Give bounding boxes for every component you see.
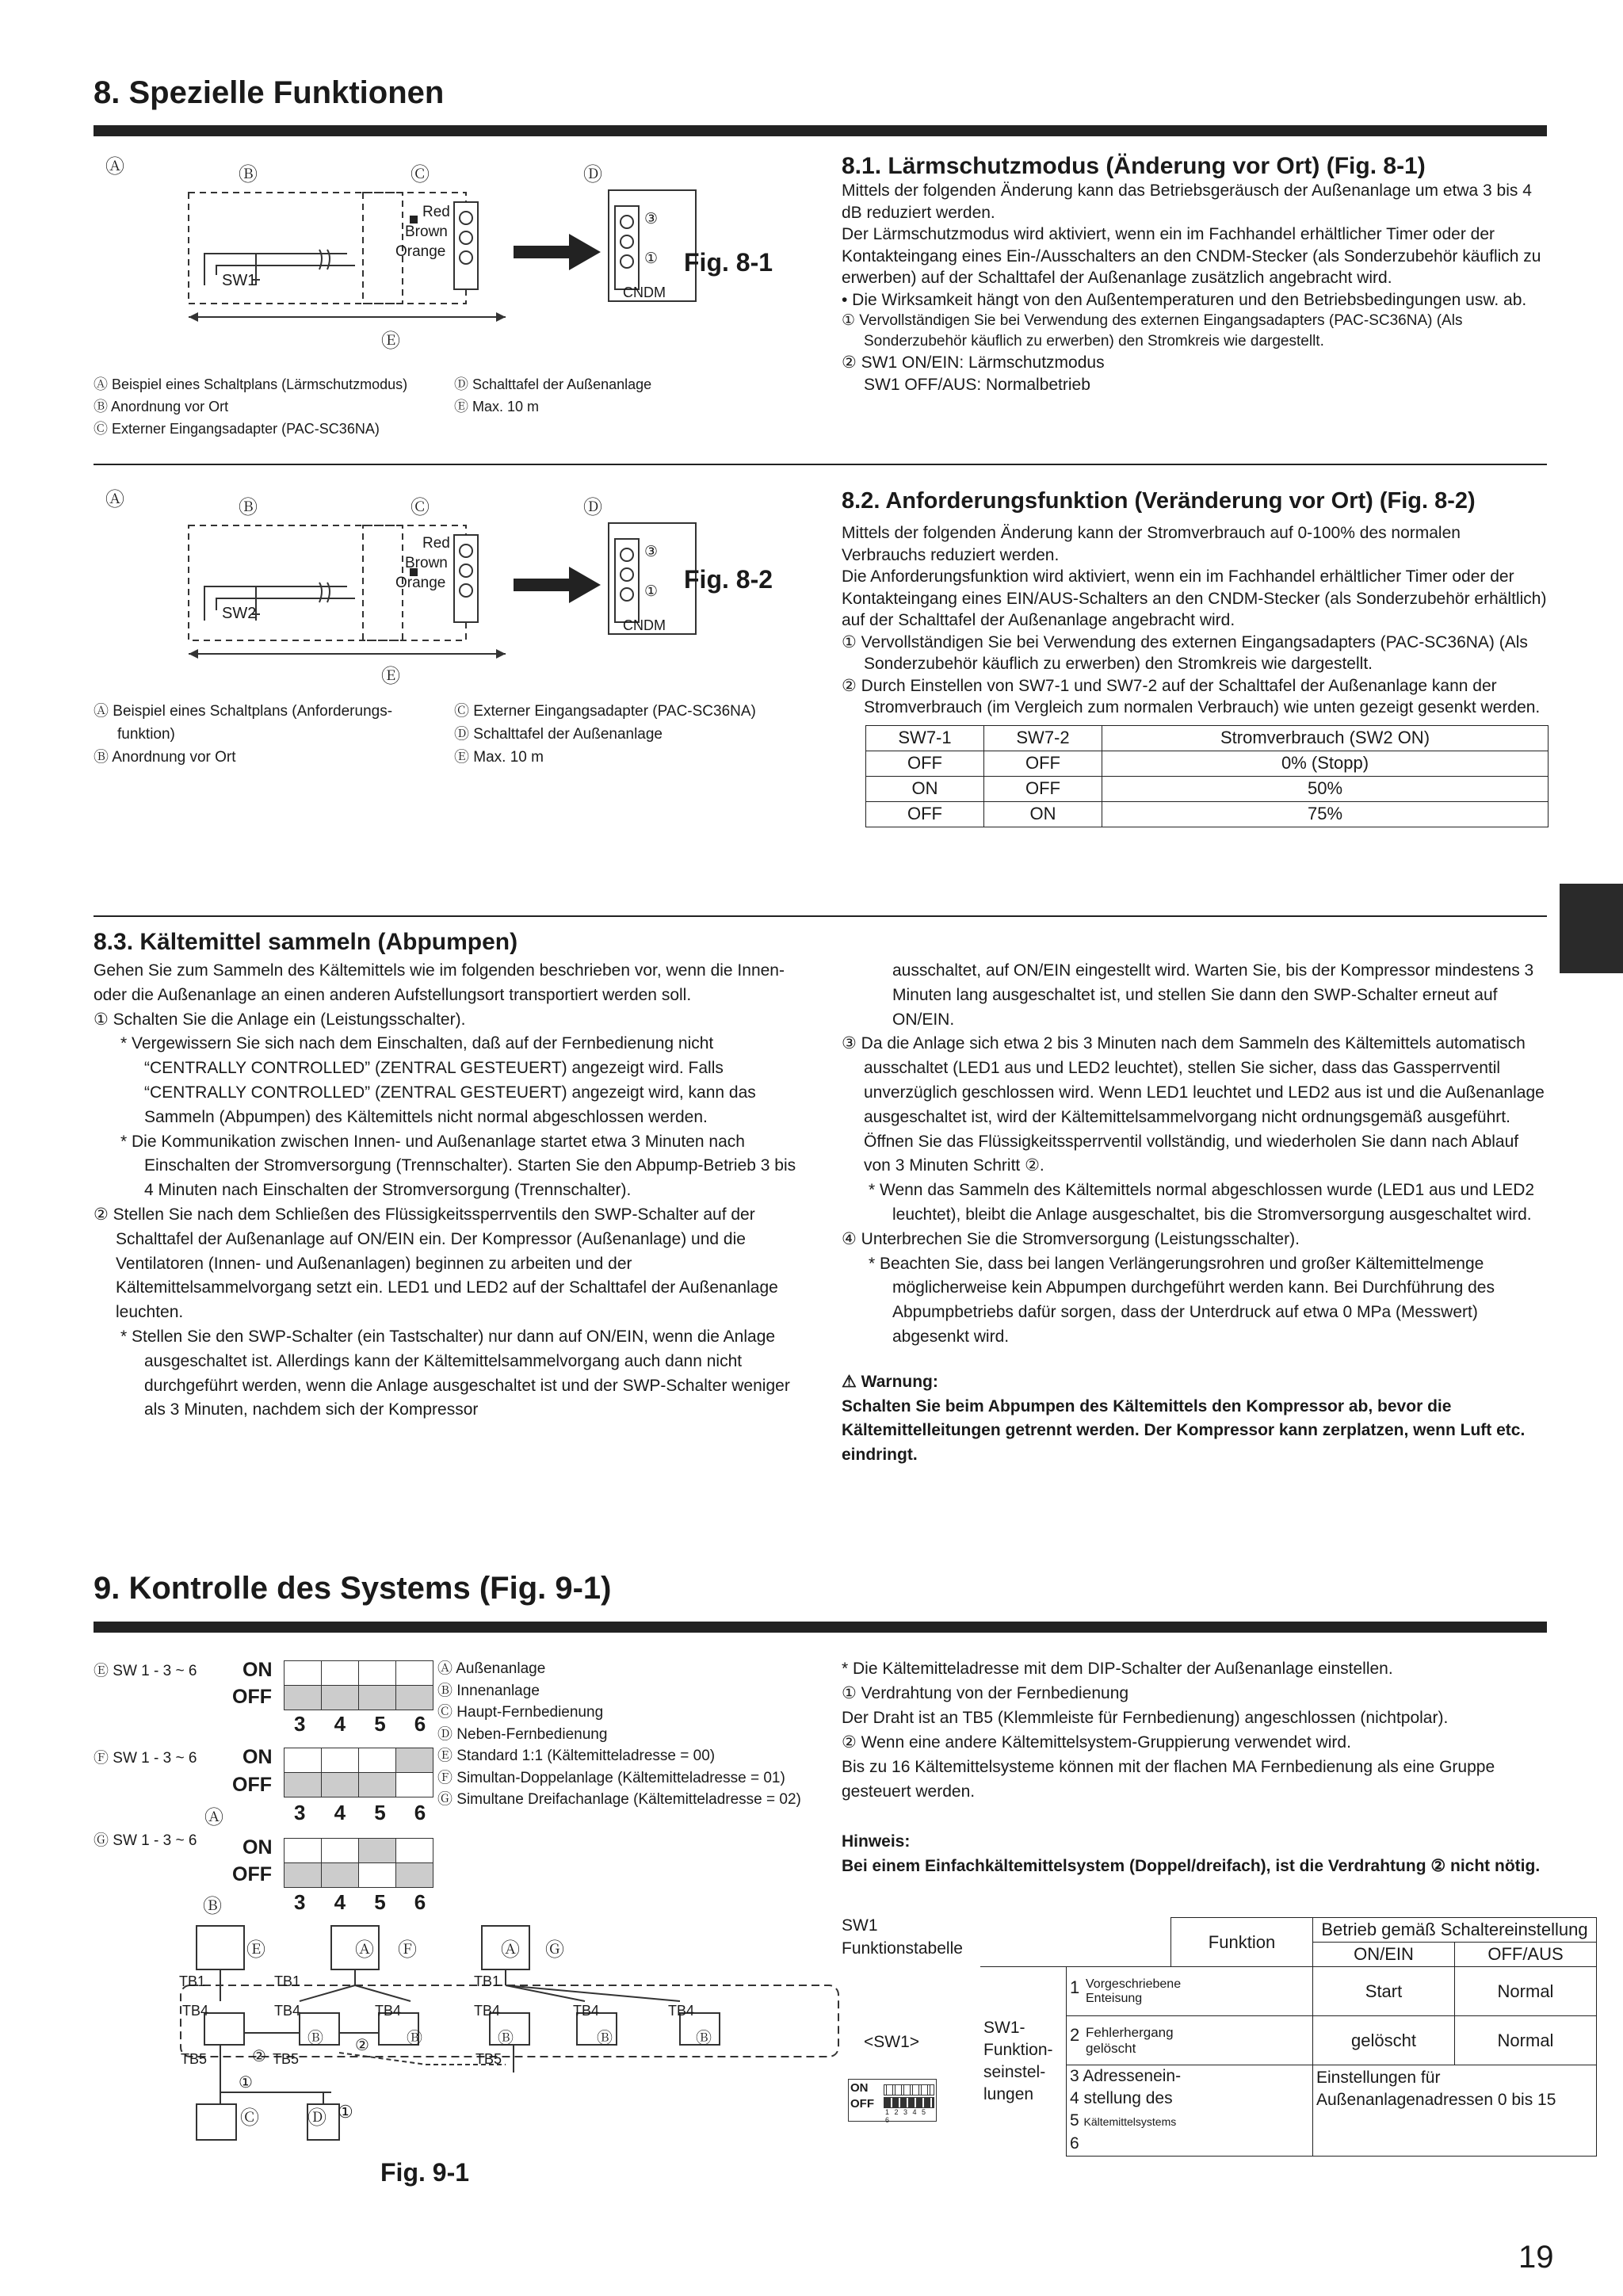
fig-8-2-orange: Orange (395, 575, 446, 591)
col-funktion: Funktion (1171, 1918, 1313, 1967)
sw-row-tag: Ⓖ SW 1 - 3 ~ 6 (94, 1832, 197, 1849)
fig-8-2-legend-right (454, 700, 803, 769)
legend-item: funktion) (117, 726, 175, 743)
dip-num: 5 (374, 1801, 386, 1824)
dip-numbers (294, 1890, 426, 1915)
legend-item: Ⓑ Anordnung vor Ort (94, 399, 229, 415)
table-row (866, 776, 1549, 801)
tb5-label: TB5 (475, 2051, 502, 2067)
sw-on: ON (242, 1746, 273, 1768)
row-fn-part: Adressenein- (1083, 2067, 1182, 2085)
legend-item: Ⓓ Neben-Fernbedienung (437, 1725, 608, 1743)
section-9-right (842, 1656, 1549, 1878)
legend-item: Ⓔ Standard 1:1 (Kältemitteladresse = 00) (437, 1748, 716, 1764)
section-8-1-body (842, 180, 1549, 395)
label-f: Ⓕ (398, 1939, 417, 1961)
sw-off: OFF (232, 1863, 272, 1885)
tb1-label: TB1 (274, 1973, 301, 1989)
fig-8-1-label-a: Ⓐ (105, 156, 124, 178)
table-header: SW7-1 (866, 725, 984, 751)
note-1: ① Vervollständigen Sie bei Verwendung des externen Eingangsadapters (PAC-SC36NA) (Als Sonderzubehör käuflich zu erwerben) den Stromkreis wie dargestellt. (842, 632, 1528, 673)
row-num: 6 (1070, 2134, 1079, 2153)
label-a: Ⓐ (501, 1939, 520, 1961)
separator (94, 915, 1547, 917)
paragraph: Der Lärmschutzmodus wird aktiviert, wenn ein im Fachhandel erhältlicher Timer oder der Kontakteingang eines Ein-/Ausschalters an den CNDM-Stecker (als Sonderzubehör käuflich zu erwerben) auf der Schalttafel der Außenanlage zusätzlich angebracht wird. (842, 225, 1541, 287)
table-cell: OFF (984, 776, 1102, 801)
label-b: Ⓑ (407, 2030, 422, 2047)
sw-on: ON (242, 1659, 273, 1681)
warning-icon: ⚠ (842, 1372, 857, 1391)
dip-num: 3 (294, 1712, 306, 1736)
paragraph: Der Draht ist an TB5 (Klemmleiste für Fernbedienung) angeschlossen (nichtpolar). (842, 1709, 1449, 1727)
label-b: Ⓑ (597, 2030, 613, 2047)
legend-item: Ⓓ Schalttafel der Außenanlage (454, 726, 663, 743)
tb5-label: TB5 (273, 2051, 300, 2067)
paragraph: Bis zu 16 Kältemittelsysteme können mit der flachen MA Fernbedienung als eine Gruppe gesteuert werden. (842, 1758, 1495, 1801)
group-label: SW1-Funktion-seinstel-lungen (983, 2019, 1053, 2104)
legend-item: Ⓔ Max. 10 m (454, 399, 540, 415)
section-8-3-title: 8.3. Kältemittel sammeln (Abpumpen) (94, 929, 518, 955)
dip-num: 4 (334, 1801, 346, 1824)
table-header-row (866, 725, 1549, 751)
paragraph: Mittels der folgenden Änderung kann der Stromverbrauch auf 0-100% des normalen Verbrauchs reduziert werden. (842, 524, 1461, 564)
fig-8-2-brown: Brown (405, 555, 448, 571)
dip-num: 4 (334, 1712, 346, 1736)
row-3-line (1067, 2110, 1312, 2133)
paragraph: ② Wenn eine andere Kältemittelsystem-Gruppierung verwendet wird. (842, 1733, 1351, 1752)
legend-item: Ⓐ Außenanlage (437, 1660, 546, 1677)
fig-9-1-legend (437, 1658, 881, 1811)
dip-switch-f (284, 1748, 433, 1797)
fig-8-2-legend (94, 700, 442, 769)
paragraph: Die Anforderungsfunktion wird aktiviert, wenn ein im Fachhandel erhältlicher Timer oder der Kontakteingang eines EIN/AUS-Schalters an den CNDM-Stecker (als Sonderzubehör erhältlich) auf der Schalttafel der Außenanlage angebracht wird. (842, 567, 1547, 629)
fig-8-2-sw2: SW2 (222, 605, 257, 622)
table-cell: ON (866, 776, 984, 801)
dip-num: 6 (414, 1890, 426, 1914)
legend-item: Ⓒ Haupt-Fernbedienung (437, 1704, 604, 1721)
row-1-off: Normal (1455, 1967, 1597, 2016)
warning-title: Warnung: (861, 1372, 938, 1391)
label-b: Ⓑ (307, 2030, 323, 2047)
fig-8-1-sw1: SW1 (222, 272, 257, 289)
caption-line: SW1 (842, 1916, 878, 1935)
dip-switch-graphic (848, 2079, 937, 2122)
dip-on: ON (850, 2081, 869, 2095)
section-8-2-body (842, 522, 1549, 719)
dip-numbers (294, 1712, 426, 1736)
row-3-fn (1067, 2065, 1313, 2157)
num-1: ① (338, 2102, 353, 2122)
fig-8-1-num1: ① (644, 250, 659, 267)
sw-off: OFF (232, 1774, 272, 1796)
fig-8-1-label-b: Ⓑ (239, 164, 258, 185)
fig-8-1-label-e: Ⓔ (381, 330, 400, 352)
note-1: ① Vervollständigen Sie bei Verwendung des externen Eingangsadapters (PAC-SC36NA) (Als Sonderzubehör käuflich zu erwerben) den Stromkreis wie dargestellt. (842, 312, 1463, 350)
label-b: Ⓑ (203, 1896, 222, 1917)
tb4-label: TB4 (375, 2003, 402, 2019)
note: * Stellen Sie den SWP-Schalter (ein Tastschalter) nur dann auf ON/EIN, wenn die Anlage ausgeschaltet ist. Allerdings kann der Kältemittelsammelvorgang auch dann nicht durchgeführt werden, wenn die Anlage ausgeschaltet ist und der SWP-Schalter weniger als 3 Minuten, nachdem sich der Kompressor (120, 1327, 790, 1419)
warning-text: Schalten Sie beim Abpumpen des Kältemittels den Kompressor ab, bevor die Kältemittelleitungen getrennt werden. Der Kompressor kann zerplatzen, wenn Luft etc. eindringt. (842, 1396, 1526, 1465)
row-1-on: Start (1313, 1967, 1455, 2016)
fig-8-2-num3: ③ (644, 544, 659, 560)
row-num: 5 (1070, 2111, 1079, 2130)
table-row (866, 751, 1549, 776)
row-1-fn (1067, 1967, 1313, 2016)
note: * Wenn das Sammeln des Kältemittels normal abgeschlossen wurde (LED1 aus und LED2 leuchtet), bleibt die Anlage ausgeschaltet, bis die Stromversorgung ausgeschaltet wird. (869, 1181, 1535, 1224)
separator (94, 464, 1547, 465)
table-cell: OFF (866, 801, 984, 827)
dip-numbers: 1 2 3 4 5 6 (885, 2108, 928, 2124)
dip-switch-e (284, 1660, 433, 1710)
legend-item: Ⓑ Innenanlage (437, 1682, 540, 1699)
warning-block (842, 1370, 1547, 1395)
fig-8-1-cndm: CNDM (623, 285, 666, 300)
legend-item: Ⓖ Simultane Dreifachanlage (Kältemitteladresse = 02) (437, 1791, 801, 1808)
dip-num: 3 (294, 1890, 306, 1914)
table-row (866, 801, 1549, 827)
tb4-label: TB4 (668, 2003, 695, 2019)
row-fn-part: Kältemittelsystems (1083, 2115, 1177, 2128)
row-num: 3 (1070, 2067, 1079, 2085)
fig-8-1-legend-right (454, 373, 787, 418)
num-1: ① (239, 2074, 253, 2092)
step-3: ③ Da die Anlage sich etwa 2 bis 3 Minuten nach dem Sammeln des Kältemittels automatisch ausschaltet (LED1 aus und LED2 leuchtet), stellen Sie sicher, dass das Gassperrventil unverzüglich geschlossen wird. Wenn LED1 leuchtet und LED2 aus ist und die Außenanlage ausgeschaltet ist, wird der Kältemittelsammelvorgang nicht ordnungsgemäß ausgeführt. Öffnen Sie das Flüssigkeitssperrventil vollständig, und wiederholen Sie dann nach Ablauf von 3 Minuten Schritt ②. (842, 1034, 1545, 1175)
title-rule (94, 1622, 1547, 1633)
table-header: Stromverbrauch (SW2 ON) (1102, 725, 1549, 751)
num-2: ② (355, 2037, 369, 2054)
sw-row-tag: Ⓕ SW 1 - 3 ~ 6 (94, 1750, 197, 1767)
section-8-2-title: 8.2. Anforderungsfunktion (Veränderung vor Ort) (Fig. 8-2) (842, 488, 1476, 514)
fig-8-1-caption: Fig. 8-1 (684, 248, 773, 277)
fig-8-2-label-d: Ⓓ (583, 497, 602, 518)
row-num: 2 (1070, 2024, 1080, 2045)
row-fn: Vorgeschriebene Enteisung (1086, 1977, 1182, 2005)
function-table (980, 1917, 1597, 2157)
dip-switch-g (284, 1838, 433, 1888)
row-3-setting: Einstellungen für Außenanlagenadressen 0 bis 15 (1313, 2065, 1597, 2157)
fig-8-2-label-c: Ⓒ (411, 497, 430, 518)
row-2-fn (1067, 2016, 1313, 2065)
col-on: ON/EIN (1313, 1943, 1455, 1967)
table-cell: OFF (984, 751, 1102, 776)
table-header: SW7-2 (984, 725, 1102, 751)
tb4-label: TB4 (182, 2003, 209, 2019)
fig-8-1-label-d: Ⓓ (583, 164, 602, 185)
dip-num: 6 (414, 1801, 426, 1824)
tb4-label: TB4 (573, 2003, 600, 2019)
label-e: Ⓔ (246, 1939, 265, 1961)
tb1-label: TB1 (179, 1973, 206, 1989)
caption-line: Funktionstabelle (842, 1939, 963, 1958)
fig-8-2-num1: ① (644, 583, 659, 600)
hinweis-title: Hinweis: (842, 1832, 911, 1851)
note: * Die Kommunikation zwischen Innen- und Außenanlage startet etwa 3 Minuten nach Einschalten der Stromversorgung (Trennschalter). Starten Sie den Abpump-Betrieb 3 bis 4 Minuten nach Einschalten der Stromversorgung (Trennschalter). (120, 1132, 796, 1200)
dip-row-on (884, 2084, 934, 2095)
table-cell: OFF (866, 751, 984, 776)
label-c: Ⓒ (240, 2107, 259, 2129)
col-off: OFF/AUS (1455, 1943, 1597, 1967)
legend-item: Ⓒ Externer Eingangsadapter (PAC-SC36NA) (94, 421, 380, 437)
row-num: 1 (1070, 1977, 1080, 1997)
sw1-label: <SW1> (864, 2033, 920, 2051)
legend-item: Ⓓ Schalttafel der Außenanlage (454, 376, 652, 392)
fig-8-2-caption: Fig. 8-2 (684, 565, 773, 594)
fig-8-1 (94, 147, 807, 448)
sw1-function-table (842, 1914, 1588, 2176)
fig-8-2-label-e: Ⓔ (381, 666, 400, 687)
section-9-title: 9. Kontrolle des Systems (Fig. 9-1) (94, 1571, 612, 1606)
note-2b: SW1 OFF/AUS: Normalbetrieb (864, 375, 1090, 394)
table-cell: 0% (Stopp) (1102, 751, 1549, 776)
dip-numbers (294, 1801, 426, 1825)
paragraph: Gehen Sie zum Sammeln des Kältemittels wie im folgenden beschrieben vor, wenn die Innen- oder die Außenanlage an einen anderen Aufstellungsort transportiert werden soll. (94, 961, 785, 1004)
label-a: Ⓐ (355, 1939, 374, 1961)
legend-item: Ⓕ Simultan-Doppelanlage (Kältemitteladresse = 01) (437, 1769, 785, 1786)
hinweis-text: Bei einem Einfachkältemittelsystem (Doppel/dreifach), ist die Verdrahtung ② nicht nötig. (842, 1857, 1541, 1875)
title-rule (94, 125, 1547, 136)
sw7-table (865, 725, 1549, 827)
step-1: ① Schalten Sie die Anlage ein (Leistungsschalter). (94, 1010, 466, 1029)
label-b: Ⓑ (696, 2030, 712, 2047)
fig-8-2 (94, 479, 807, 781)
section-8-title: 8. Spezielle Funktionen (94, 75, 445, 110)
table-cell: 50% (1102, 776, 1549, 801)
fig-8-1-label-c: Ⓒ (411, 164, 430, 185)
note: * Vergewissern Sie sich nach dem Einschalten, daß auf der Fernbedienung nicht “CENTRALLY CONTROLLED” (ZENTRAL GESTEUERT) angezeigt wird. Falls “CENTRALLY CONTROLLED” (ZENTRAL GESTEUERT) angezeigt wird, kann das Sammeln (Abpumpen) des Kältemittels nicht normal abgeschlossen werden. (120, 1034, 756, 1126)
table-cell: ON (984, 801, 1102, 827)
row-2-off: Normal (1455, 2016, 1597, 2065)
fig-8-1-orange: Orange (395, 243, 446, 260)
col-betrieb: Betrieb gemäß Schaltereinstellung (1313, 1918, 1597, 1943)
step-4: ④ Unterbrechen Sie die Stromversorgung (Leistungsschalter). (842, 1229, 1300, 1248)
num-2: ② (252, 2048, 266, 2065)
dip-num: 5 (374, 1712, 386, 1736)
row-num: 4 (1070, 2089, 1079, 2107)
dip-num: 5 (374, 1890, 386, 1914)
fig-8-2-red: Red (422, 535, 450, 552)
section-8-3-left (94, 959, 797, 1423)
fig-8-1-diagram (94, 147, 807, 329)
label-b: Ⓑ (498, 2030, 514, 2047)
legend-item: Ⓔ Max. 10 m (454, 749, 544, 766)
paragraph: Mittels der folgenden Änderung kann das Betriebsgeräusch der Außenanlage um etwa 3 bis 4 dB reduziert werden. (842, 181, 1532, 222)
section-8-1 (842, 153, 1549, 395)
tb4-label: TB4 (474, 2003, 501, 2019)
bullet: • Die Wirksamkeit hängt von den Außentemperaturen und den Betriebsbedingungen usw. ab. (842, 290, 1527, 309)
dip-num: 3 (294, 1801, 306, 1824)
row-fn: Fehlerhergang gelöscht (1086, 2024, 1174, 2056)
note: * Beachten Sie, dass bei langen Verlängerungsrohren und großer Kältemittelmenge möglicherweise kein Abpumpen durchgeführt werden kann. Bei Durchführung des Abpumpbetriebs dafür sorgen, dass der Unterdruck auf etwa 0 MPa (Messwert) abgesenkt wird. (869, 1254, 1495, 1346)
paragraph: ① Verdrahtung von der Fernbedienung (842, 1684, 1129, 1702)
row-3-line (1067, 2133, 1312, 2155)
fig-8-1-legend (94, 373, 466, 440)
dip-off: OFF (850, 2097, 874, 2111)
note: * Die Kältemitteladresse mit dem DIP-Schalter der Außenanlage einstellen. (842, 1660, 1393, 1678)
fig-8-1-red: Red (422, 204, 450, 220)
note-2: ② Durch Einstellen von SW7-1 und SW7-2 auf der Schalttafel der Außenanlage kann der Stromverbrauch (im Vergleich zum normalen Verbrauch) wie unten gezeigt gesenkt werden. (842, 676, 1541, 716)
dip-num: 6 (414, 1712, 426, 1736)
tb4-label: TB4 (274, 2003, 301, 2019)
tb1-label: TB1 (474, 1973, 501, 1989)
section-8-1-title: 8.1. Lärmschutzmodus (Änderung vor Ort) (Fig. 8-1) (842, 153, 1426, 179)
dip-num: 4 (334, 1890, 346, 1914)
dip-row-off (884, 2097, 934, 2108)
fig-8-1-brown: Brown (405, 223, 448, 240)
step-2: ② Stellen Sie nach dem Schließen des Flüssigkeitssperrventils den SWP-Schalter auf der Schalttafel der Außenanlage auf ON/EIN ein. Der Kompressor (Außenanlage) und die Ventilatoren (Innen- und Außenanlagen) beginnen zu arbeiten und der Kältemittelsammelvorgang setzt ein. LED1 und LED2 auf der Schalttafel der Außenanlage leuchten. (94, 1205, 778, 1322)
row-3-line (1067, 2065, 1312, 2088)
page-number: 19 (1518, 2240, 1554, 2275)
group-label-cell (980, 1967, 1067, 2157)
label-g: Ⓖ (545, 1939, 564, 1961)
fig-8-2-label-a: Ⓐ (105, 489, 124, 510)
fig-8-1-num3: ③ (644, 211, 659, 227)
paragraph: ausschaltet, auf ON/EIN eingestellt wird. Warten Sie, bis der Kompressor mindestens 3 Minuten lang ausgeschaltet ist, und stellen Sie dann den SWP-Schalter erneut auf ON/EIN. (892, 961, 1534, 1029)
row-3-line (1067, 2088, 1312, 2110)
legend-item: Ⓐ Beispiel eines Schaltplans (Lärmschutzmodus) (94, 376, 408, 392)
legend-item: Ⓑ Anordnung vor Ort (94, 749, 236, 766)
table-caption (842, 1914, 963, 1960)
row-fn-part: stellung des (1083, 2089, 1173, 2107)
label-d: Ⓓ (307, 2107, 327, 2129)
sw-on: ON (242, 1836, 273, 1859)
note-2a: ② SW1 ON/EIN: Lärmschutzmodus (842, 353, 1105, 372)
legend-item: Ⓒ Externer Eingangsadapter (PAC-SC36NA) (454, 703, 756, 720)
section-8-3-right (842, 959, 1547, 1468)
section-8-2 (842, 488, 1549, 827)
sw-off: OFF (232, 1686, 272, 1708)
legend-item: Ⓐ Beispiel eines Schaltplans (Anforderungs- (94, 703, 393, 720)
table-cell: 75% (1102, 801, 1549, 827)
fig-9-1-caption: Fig. 9-1 (380, 2158, 470, 2187)
fig-8-2-label-b: Ⓑ (239, 497, 258, 518)
fig-8-2-cndm: CNDM (623, 617, 666, 633)
label-a: Ⓐ (204, 1807, 223, 1828)
sw-row-tag: Ⓔ SW 1 - 3 ~ 6 (94, 1663, 197, 1679)
row-2-on: gelöscht (1313, 2016, 1455, 2065)
chapter-tab (1560, 884, 1623, 973)
tb5-label: TB5 (181, 2051, 208, 2067)
fig-9-1 (94, 1652, 854, 2191)
